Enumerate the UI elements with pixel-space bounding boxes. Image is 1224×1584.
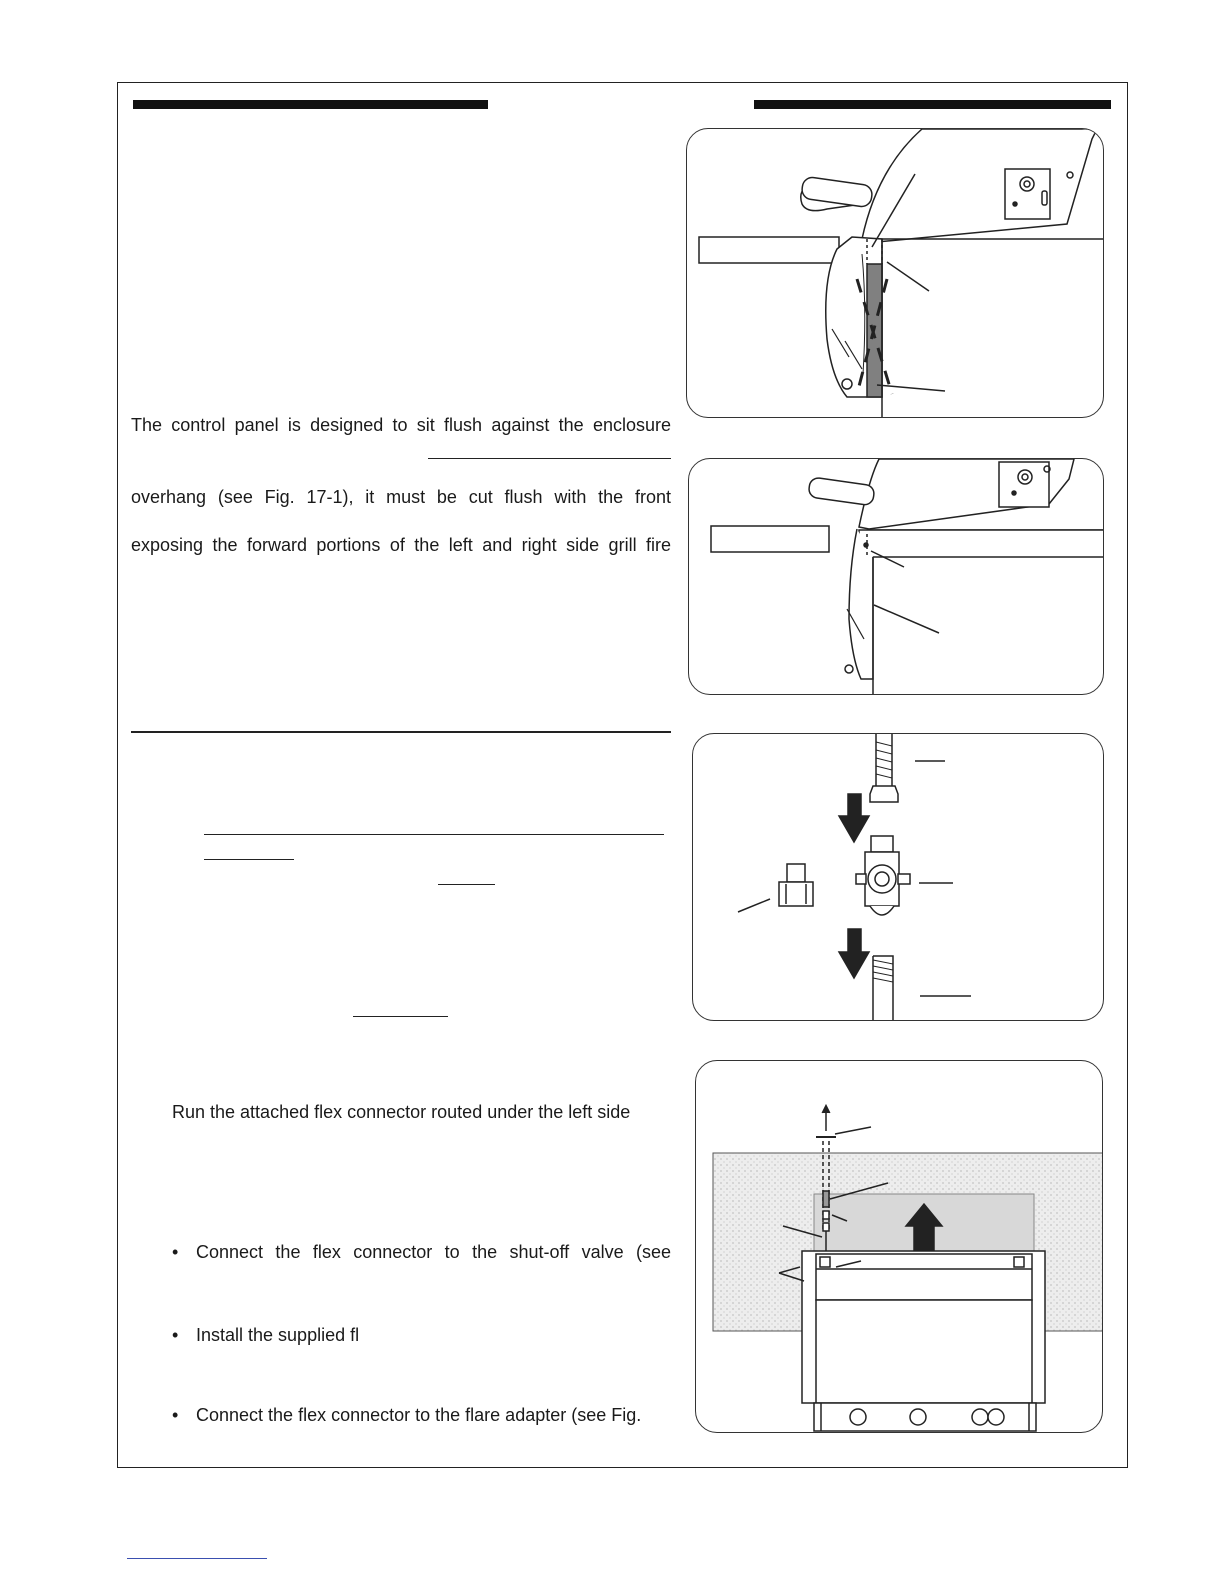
figure-enclosure-connector-drawing (696, 1061, 1103, 1433)
figure-panel-flush-drawing (689, 459, 1104, 695)
underline-d (353, 1016, 448, 1017)
underline-a (204, 834, 664, 835)
intro-underline (428, 458, 671, 459)
intro-line-1: The control panel is designed to sit flush against the enclosure (131, 415, 671, 435)
bullet-mark-3: • (172, 1405, 179, 1425)
underline-b (204, 859, 294, 860)
intro-line-2: overhang (see Fig. 17-1), it must be cut flush with the front (131, 487, 671, 507)
figure-panel-overhang-drawing (687, 129, 1104, 418)
underline-c (438, 884, 495, 885)
bullet-text-1: Connect the flex connector to the shut-off valve (see (196, 1242, 671, 1262)
footer-link-underline (127, 1558, 267, 1559)
figure-panel-flush (688, 458, 1104, 695)
run-connector-text: Run the attached flex connector routed under the left side (172, 1102, 631, 1122)
bullet-text-2: Install the supplied fl (196, 1325, 360, 1345)
figure-shutoff-valve (692, 733, 1104, 1021)
intro-line-3: exposing the forward portions of the left and right side grill fire (131, 535, 671, 555)
figure-panel-overhang (686, 128, 1104, 418)
bullet-text-3: Connect the flex connector to the flare adapter (see Fig. (196, 1405, 642, 1425)
header-rule-left (133, 100, 488, 109)
section-divider (131, 731, 671, 733)
bullet-mark-1: • (172, 1242, 179, 1262)
figure-enclosure-connector (695, 1060, 1103, 1433)
figure-shutoff-valve-drawing (693, 734, 1104, 1021)
bullet-mark-2: • (172, 1325, 179, 1345)
header-rule-right (754, 100, 1111, 109)
